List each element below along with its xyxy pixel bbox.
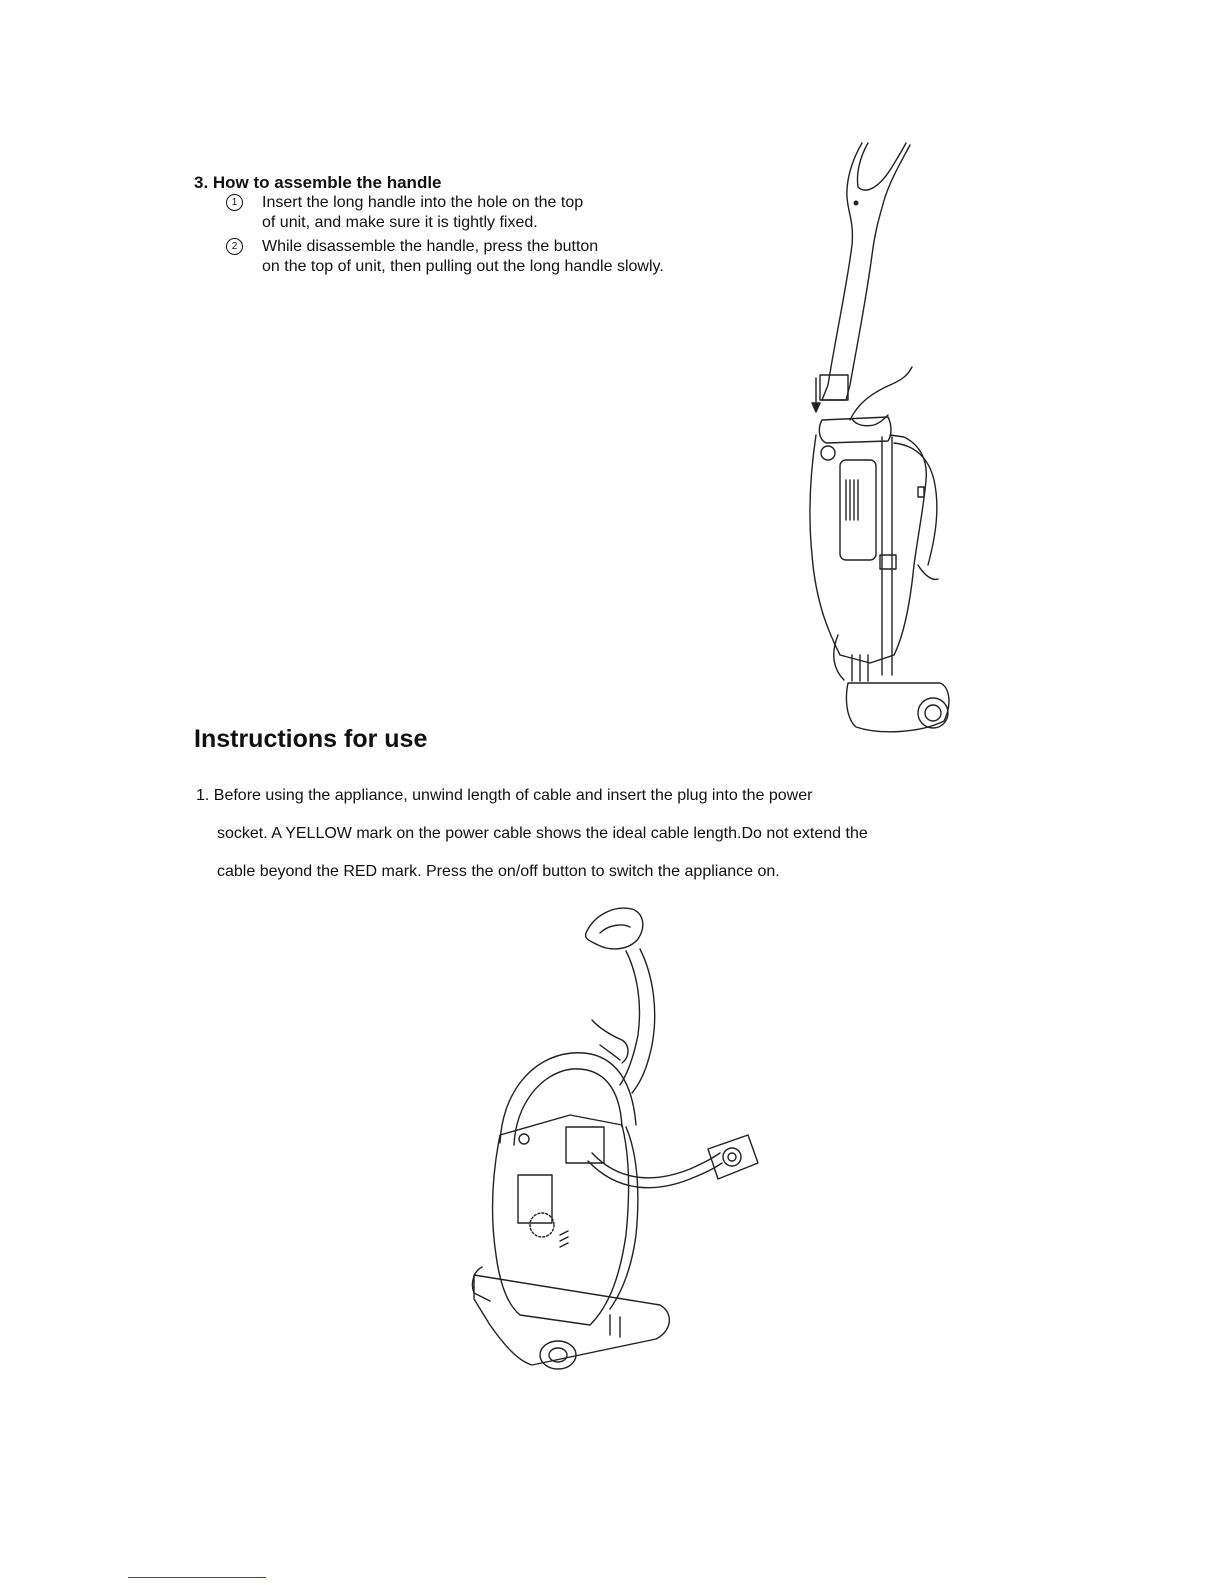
- handle-rivet: [854, 201, 858, 205]
- cleaner-body: [493, 1115, 629, 1325]
- paragraph-line: 1. Before using the appliance, unwind length of cable and insert the plug into the power: [196, 787, 813, 804]
- socket-plug-face: [723, 1148, 741, 1166]
- lower-body-curve: [834, 635, 844, 680]
- insert-arrow-head: [812, 403, 820, 412]
- paragraph-line: socket. A YELLOW mark on the power cable shows the ideal cable length.Do not extend the: [217, 825, 868, 842]
- plug-pin-center: [728, 1153, 736, 1161]
- cleaner-body-side: [610, 1127, 638, 1309]
- rear-wheel-hub: [925, 705, 941, 721]
- unit-body: [810, 435, 926, 663]
- front-nozzle: [472, 1267, 490, 1301]
- front-wheel: [540, 1341, 576, 1369]
- base-slots: [610, 1315, 620, 1337]
- paragraph-line: cable beyond the RED mark. Press the on/off button to switch the appliance on.: [217, 863, 780, 880]
- upright-tube: [882, 437, 892, 675]
- body-indicator: [918, 487, 924, 497]
- instructions-paragraph: [196, 777, 1016, 891]
- instructions-heading: Instructions for use: [194, 725, 428, 753]
- grip-inner: [600, 925, 630, 933]
- handle-tube-back: [632, 949, 655, 1093]
- step-number-marker: 2: [226, 238, 243, 255]
- unit-release-button: [821, 446, 835, 460]
- long-handle-outline: [822, 143, 910, 400]
- cord-hook: [918, 565, 938, 579]
- assembly-section-title: 3. How to assemble the handle: [194, 173, 442, 192]
- wall-socket: [708, 1135, 758, 1179]
- power-cable: [588, 1161, 722, 1188]
- cable-plug-illustration: [460, 895, 780, 1375]
- cleaner-handle-grip: [586, 908, 643, 949]
- rear-wheel: [918, 698, 948, 728]
- body-vent: [530, 1213, 554, 1237]
- body-grille: [560, 1231, 568, 1247]
- unit-base: [846, 683, 949, 732]
- unit-back-housing: [894, 443, 937, 565]
- step-text: While disassemble the handle, press the button on the top of unit, then pulling out the long handle slowly.: [262, 238, 664, 275]
- plug-socket-housing: [566, 1127, 604, 1163]
- hand-arm: [850, 367, 912, 420]
- carry-handle-inner: [514, 1069, 622, 1145]
- body-button: [519, 1134, 529, 1144]
- handle-tube-front: [620, 951, 640, 1085]
- step-number-marker: 1: [226, 194, 243, 211]
- handle-assembly-illustration: [800, 135, 960, 745]
- footer-link-underline[interactable]: [128, 1577, 266, 1578]
- tank-vents: [846, 480, 858, 520]
- step-text: Insert the long handle into the hole on the top of unit, and make sure it is tightly fixed.: [262, 194, 584, 231]
